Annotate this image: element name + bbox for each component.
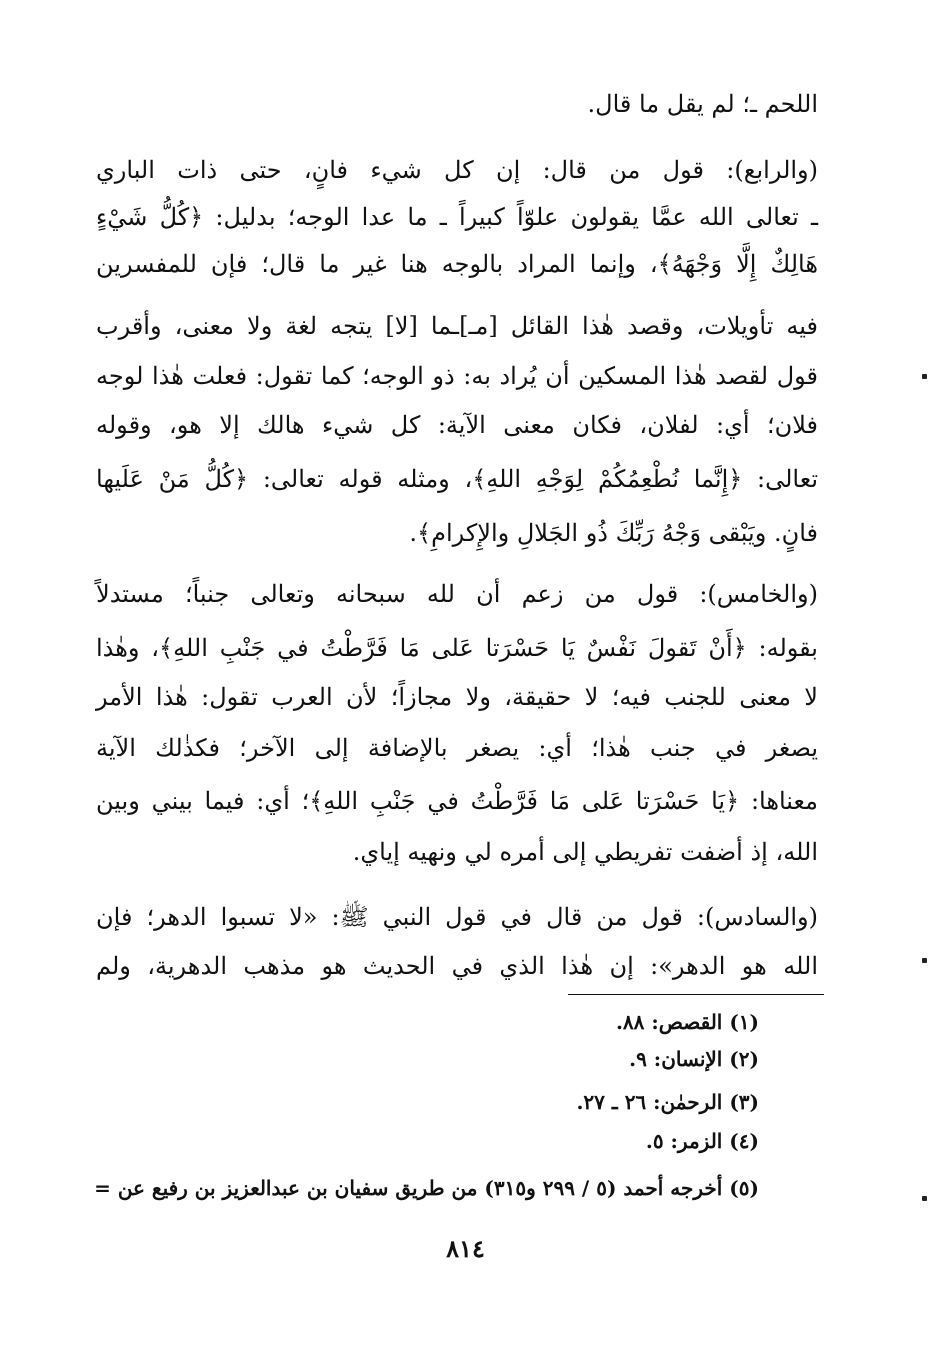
text-line: فيه تأويلات، وقصد هٰذا القائل [مـ]ـما [لا] يتجه لغة ولا معنى، وأقرب <box>96 312 818 340</box>
text-line: فلان؛ أي: لفلان، فكان معنى الآية: كل شيء هالك إلا هو، وقوله <box>96 411 818 439</box>
footnote: (٢) الإنسان: ٩. <box>629 1047 759 1071</box>
footnote: (٣) الرحمٰن: ٢٦ ـ ٢٧. <box>576 1090 759 1114</box>
footnote: (٤) الزمر: ٥. <box>645 1129 759 1153</box>
text-line: الله، إذ أضفت تفريطي إلى أمره لي ونهيه إياي. <box>352 838 818 866</box>
text-line: اللحم ـ؛ لم يقل ما قال. <box>587 90 818 118</box>
text-line: يصغر في جنب هٰذا؛ أي: يصغر بالإضافة إلى الآخر؛ فكذٰلك الآية <box>96 734 818 762</box>
footnote: (١) القصص: ٨٨. <box>615 1010 759 1034</box>
page-number: ٨١٤ <box>446 1234 485 1263</box>
text-line: لا معنى للجنب فيه؛ لا حقيقة، ولا مجازاً؛ لأن العرب تقول: هٰذا الأمر <box>96 683 818 711</box>
text-line: بقوله: ﴿أَنْ تَقولَ نَفْسٌ يَا حَسْرَتا عَلى مَا فَرَّطْتُ في جَنْبِ اللهِ﴾، وهٰذا <box>96 634 818 662</box>
text-line: (والرابع): قول من قال: إن كل شيء فانٍ، حتى ذات الباري <box>96 156 818 184</box>
footnote: (٥) أخرجه أحمد (٥ / ٢٩٩ و٣١٥) من طريق سفيان بن عبدالعزيز بن رفيع عن = <box>94 1176 759 1200</box>
text-line: معناها: ﴿يَا حَسْرَتا عَلى مَا فَرَّطْتُ في جَنْبِ اللهِ﴾؛ أي: فيما بيني وبين <box>96 787 818 815</box>
scan-mark <box>922 958 927 963</box>
text-line: ـ تعالى الله عمَّا يقولون علوّاً كبيراً ـ ما عدا الوجه؛ بدليل: ﴿كُلُّ شَيْءٍ <box>96 203 818 231</box>
text-line: هَالِكٌ إِلَّا وَجْهَهُ﴾، وإنما المراد بالوجه هنا غير ما قال؛ فإن للمفسرين <box>96 250 818 278</box>
scan-mark <box>922 374 927 379</box>
text-line: فانٍ. ويَبْقى وَجْهُ رَبِّكَ ذُو الجَلالِ والإِكرامِ﴾. <box>409 519 818 547</box>
text-line: (والخامس): قول من زعم أن لله سبحانه وتعالى جنباً؛ مستدلاً <box>96 580 818 608</box>
text-line: الله هو الدهر»: إن هٰذا الذي في الحديث هو مذهب الدهرية، ولم <box>96 952 818 980</box>
scan-mark <box>922 1196 927 1201</box>
footnote-separator <box>568 994 824 995</box>
text-line: تعالى: ﴿إِنَّما نُطْعِمُكُمْ لِوَجْهِ اللهِ﴾، ومثله قوله تعالى: ﴿كُلُّ مَنْ عَلَيها <box>96 465 818 493</box>
text-line: قول لقصد هٰذا المسكين أن يُراد به: ذو الوجه؛ كما تقول: فعلت هٰذا لوجه <box>96 362 818 390</box>
text-line: (والسادس): قول من قال في قول النبي ﷺ: «لا تسبوا الدهر؛ فإن <box>96 903 818 931</box>
